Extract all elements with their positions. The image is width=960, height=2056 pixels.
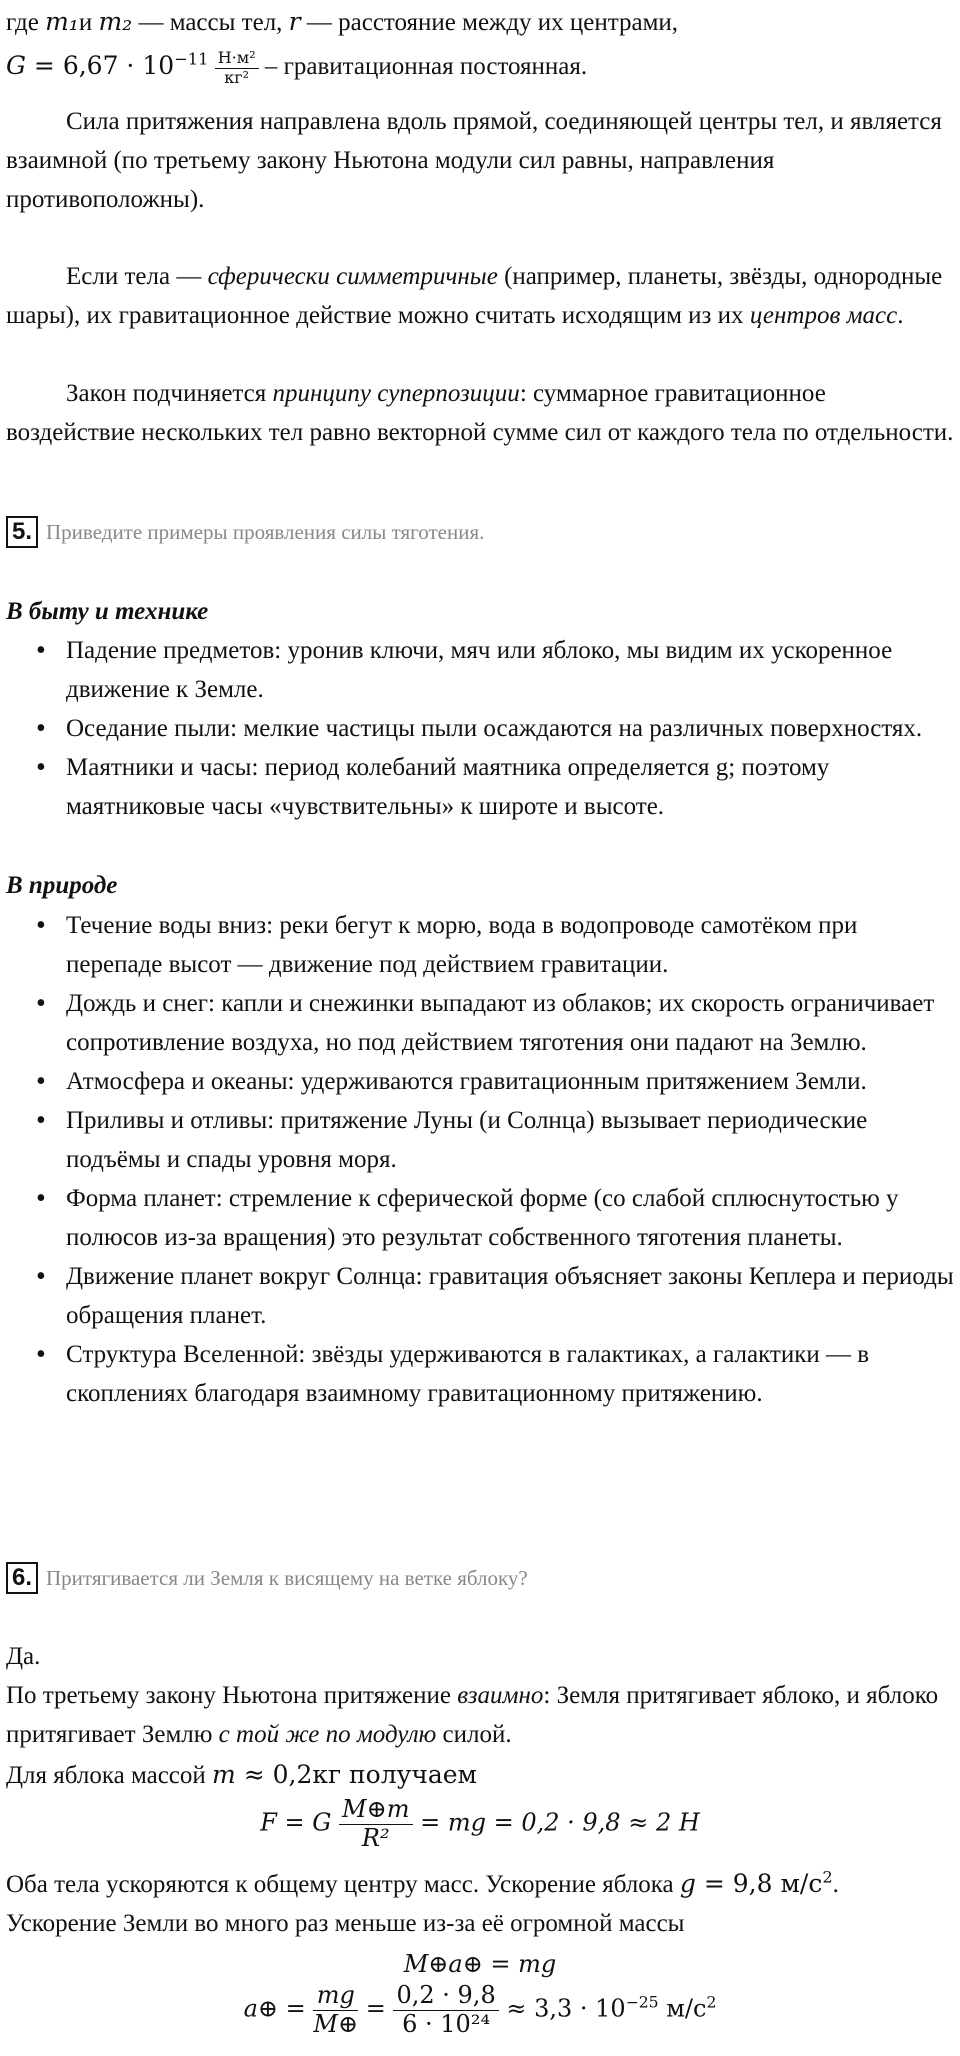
section-heading-home: В быту и технике [6,598,209,625]
answer-apple-mass [6,1755,954,1795]
question-5 [6,515,484,549]
question-number-badge: 6. [6,1562,38,1594]
g-symbol: g [679,1869,696,1898]
masses-definition [6,2,954,42]
list-item: • Падение предметов: уронив ключи, мяч или яблоко, мы видим их ускоренное движение к Земле. [0,631,954,709]
text: ≈ 0,2кг получаем [235,1760,477,1789]
exponent: 2 [822,1867,833,1887]
r-symbol: r [288,7,301,36]
text: Для яблока массой [6,1762,213,1789]
text: Оба тела ускоряются к общему центру масс. Ускорение яблока [6,1871,680,1898]
list-item: • Приливы и отливы: притяжение Луны (и Солнца) вызывает периодические подъёмы и спады уровня моря. [0,1101,954,1179]
equation-rhs: ≈ 3,3 · 10 [498,1994,626,2023]
text: Если тела — [66,263,208,290]
m-symbol: m [212,1760,236,1789]
paragraph-spherical-bodies [6,257,954,335]
list-item: • Структура Вселенной: звёзды удерживаются в галактиках, а галактики — в скоплениях благодаря взаимному гравитационному притяжению. [0,1335,954,1413]
paragraph-force-direction: Сила притяжения направлена вдоль прямой, соединяющей центры тел, и является взаимной (по третьему закону Ньютона модули сил равны, направления противоположны). [6,108,942,213]
text: = 9,8 м/с [695,1869,823,1898]
text: : Земля притягивает яблоко, и яблоко притягивает Землю [6,1682,939,1748]
question-text: Притягивается ли Земля к висящему на ветке яблоку? [46,1565,528,1590]
emphasis: взаимно [457,1682,544,1709]
answer-yes: Да. [6,1643,41,1670]
list-item: • Маятники и часы: период колебаний маятника определяется g; поэтому маятниковые часы «чувствительны» к широте и высоте. [0,748,954,826]
list-item: • Форма планет: стремление к сферической форме (со слабой сплюснутостью у полюсов из-за вращения) это результат собственного тяготения планеты. [0,1179,954,1257]
fraction-denominator: 6 · 10²⁴ [402,2009,491,2038]
exponent: −25 [625,1993,659,2012]
equation-text: M⊕a⊕ = mg [403,1950,557,1978]
equation-lhs: a⊕ = [243,1994,314,2023]
m2-symbol: m₂ [98,7,133,36]
text: – гравитационная постоянная. [258,53,588,80]
g-exponent: −11 [174,49,209,69]
equation-rhs: = mg = 0,2 · 9,8 ≈ 2 Н [412,1808,700,1837]
equals-sign: = [358,1994,394,2023]
equation-lhs: F = G [260,1808,332,1837]
gravitational-constant-line [6,46,954,87]
equation-fraction [313,1982,358,2038]
list-item: • Атмосфера и океаны: удерживаются гравитационным притяжением Земли. [0,1062,954,1101]
text: По третьему закону Ньютона притяжение [6,1682,458,1709]
exponent: 2 [706,1993,717,2012]
g-unit-denominator: кг² [224,67,250,87]
text: (например, планеты, звёзды, однородные шары), их гравитационное действие можно считать исходящим из их [6,263,943,329]
list-item: • Оседание пыли: мелкие частицы пыли осаждаются на различных поверхностях. [0,709,954,748]
section-heading-nature: В природе [6,872,118,899]
fraction-denominator: R² [361,1823,390,1852]
text: и [78,9,99,36]
text: — расстояние между их центрами, [300,9,679,36]
emphasis: сферически симметричные [207,263,498,290]
m1-symbol: m₁ [45,7,79,36]
equation-fraction [393,1982,498,2038]
fraction-numerator: mg [313,1982,358,2011]
equation-earth-acceleration [0,1982,960,2038]
answer-earth-acceleration: Ускорение Земли во много раз меньше из-за её огромной массы [6,1910,685,1937]
text: . [897,302,904,329]
g-unit-fraction [215,49,259,87]
text: . [832,1871,839,1898]
emphasis: центров масс [749,302,898,329]
paragraph-superposition [6,374,954,452]
g-symbol: G [6,51,26,80]
text: силой. [436,1721,512,1748]
text: — массы тел, [132,9,289,36]
question-text: Приведите примеры проявления силы тяготения. [46,519,485,544]
answer-apple-acceleration [6,1864,954,1904]
fraction-denominator: M⊕ [313,2009,359,2038]
text: : суммарное гравитационное воздействие нескольких тел равно векторной сумме сил от каждого тела по отдельности. [6,380,954,446]
equation-fraction [339,1796,412,1852]
list-item: • Дождь и снег: капли и снежинки выпадают из облаков; их скорость ограничивает сопротивление воздуха, но под действием тяготения они падают на Землю. [0,984,954,1062]
equation-momentum [0,1945,960,1984]
text: где [6,9,46,36]
list-nature-examples [0,906,954,1413]
fraction-numerator: M⊕m [339,1796,412,1825]
unit: м/с [658,1994,707,2023]
g-unit-numerator: Н·м² [215,49,259,68]
g-value: = 6,67 · 10 [25,51,175,80]
emphasis: с той же по модулю [218,1721,437,1748]
list-home-examples [0,631,954,826]
emphasis: принципу суперпозиции [272,380,520,407]
list-item: • Движение планет вокруг Солнца: гравитация объясняет законы Кеплера и периоды обращения планет. [0,1257,954,1335]
answer-newton-third-law [6,1676,954,1754]
text: Закон подчиняется [66,380,273,407]
question-6 [6,1561,528,1595]
equation-force [0,1796,960,1852]
list-item: • Течение воды вниз: реки бегут к морю, вода в водопроводе самотёком при перепаде высот — движение под действием гравитации. [0,906,954,984]
fraction-numerator: 0,2 · 9,8 [393,1982,498,2011]
question-number-badge: 5. [6,516,38,548]
